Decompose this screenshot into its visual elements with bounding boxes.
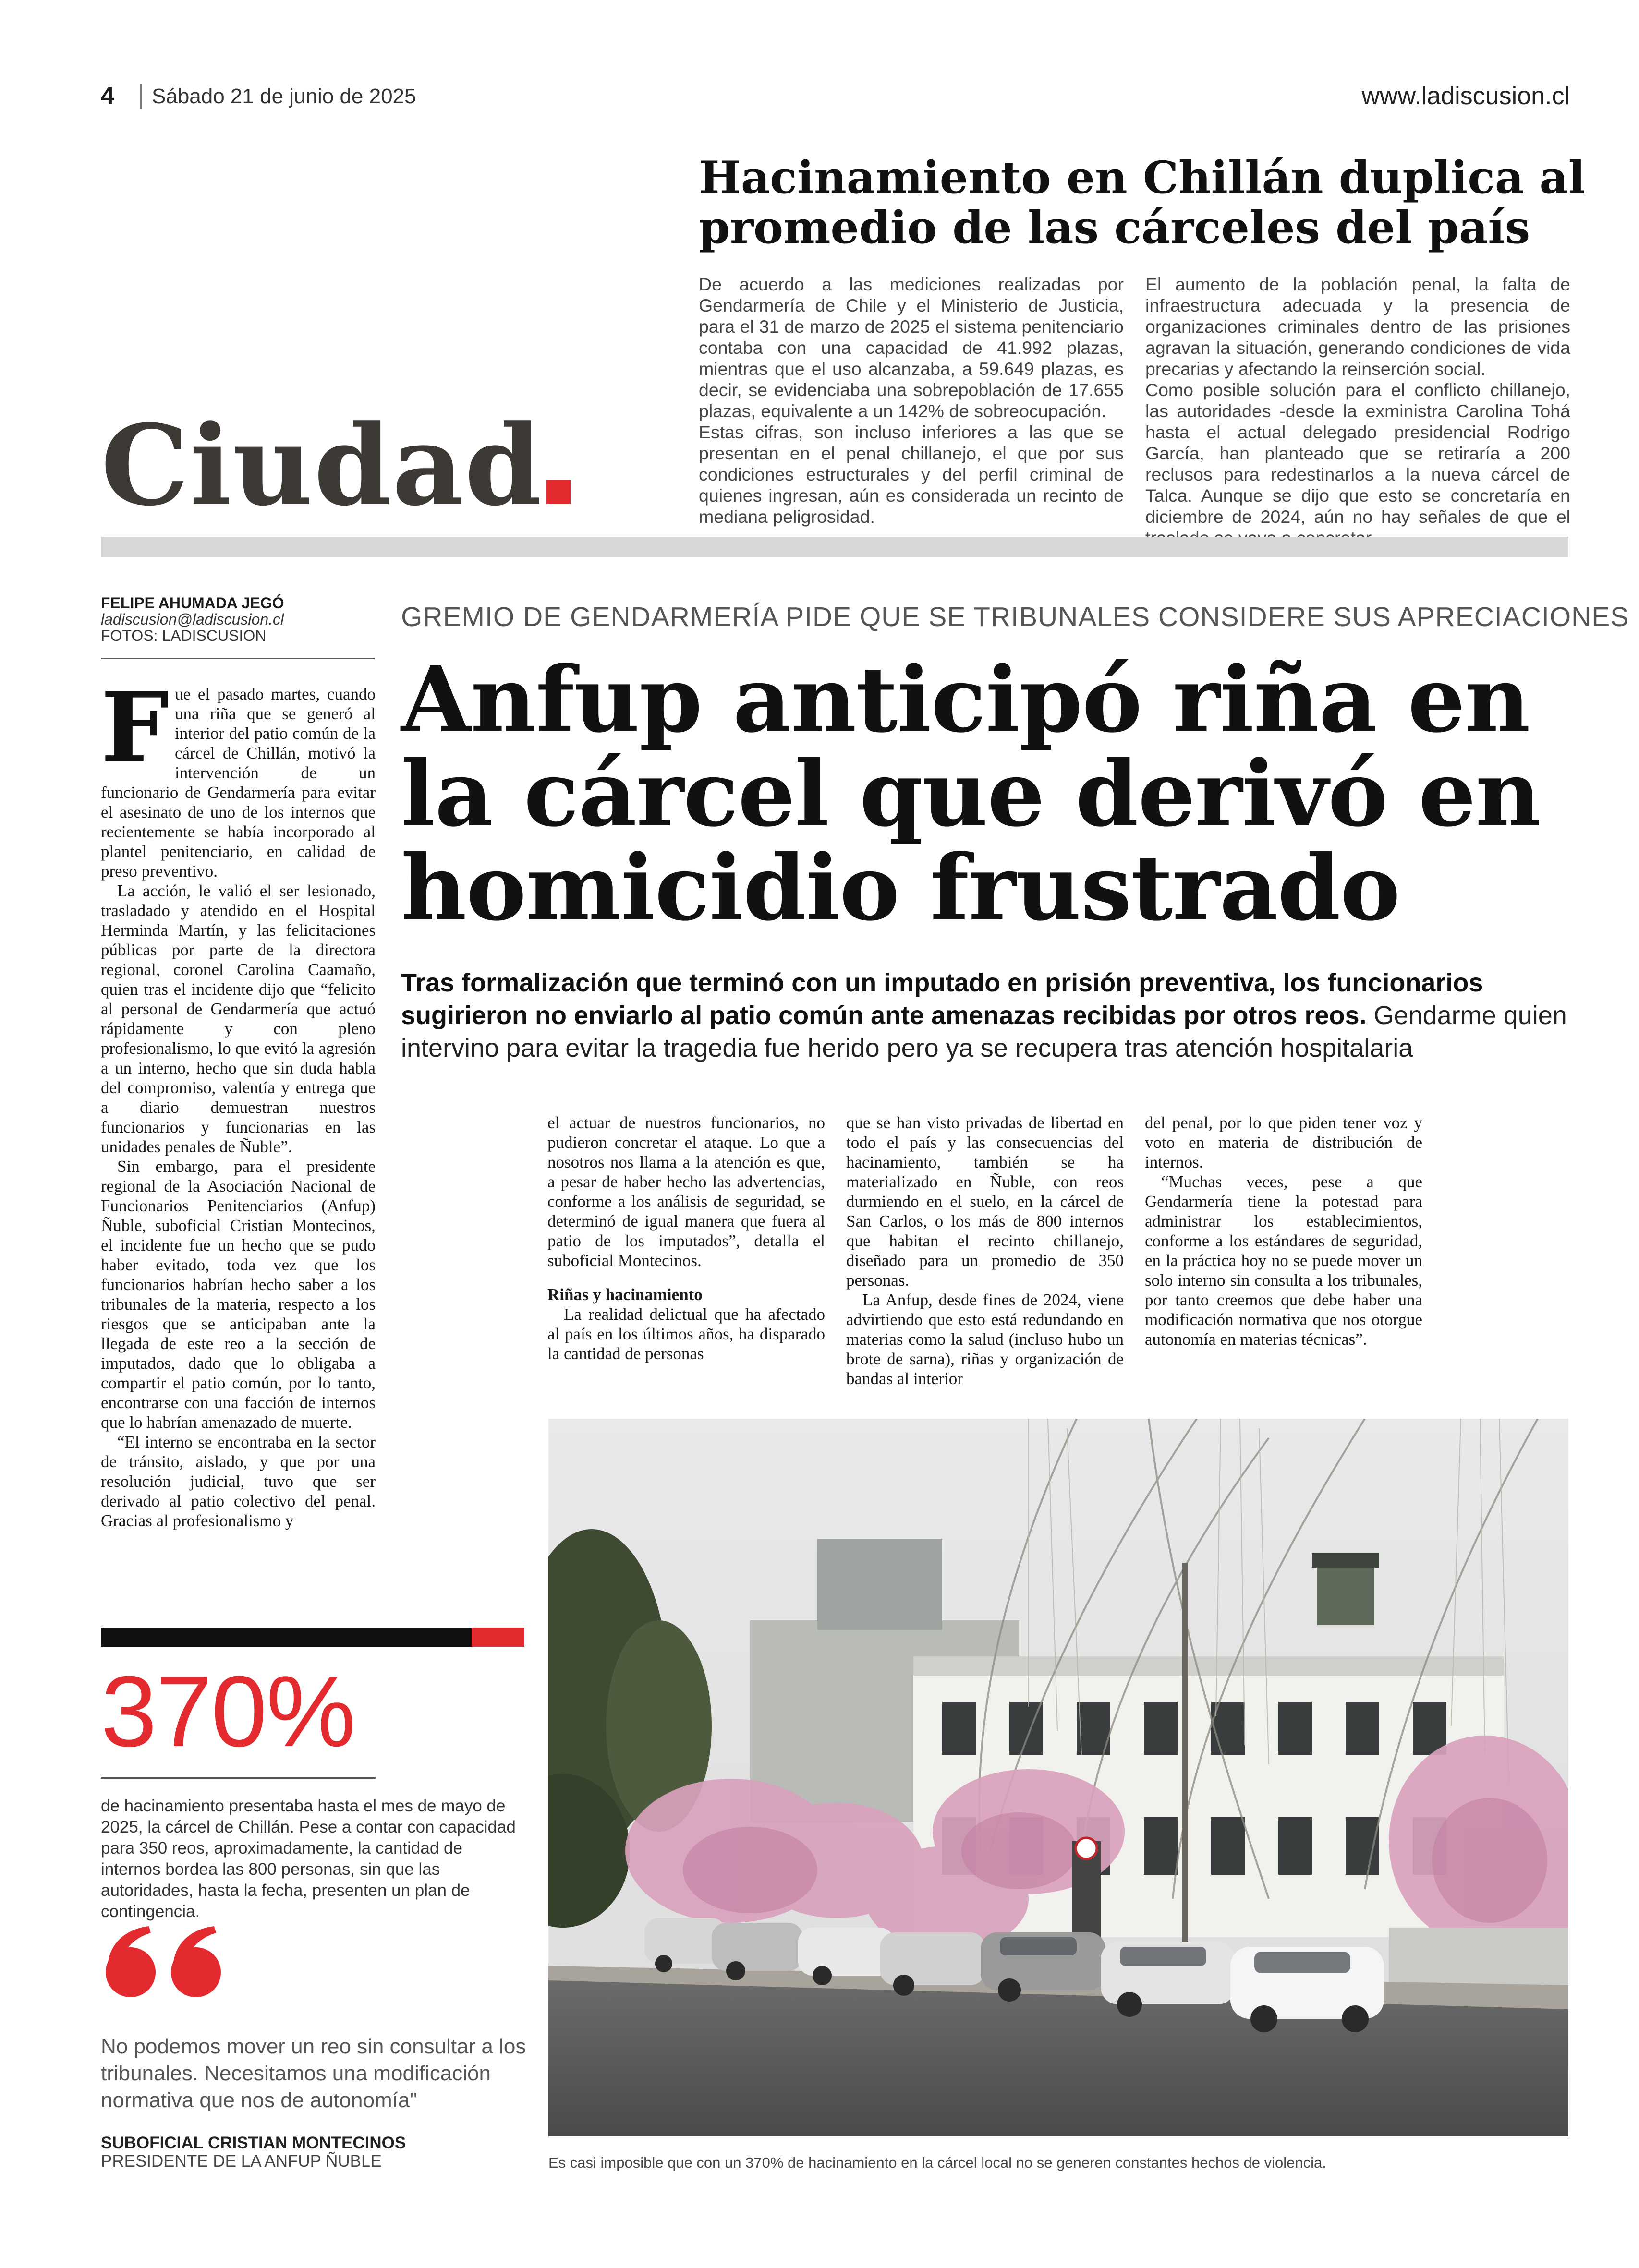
paragraph: el actuar de nuestros funcionarios, no pudieron concretar el ataque. Lo que a nosotros nos llama a la atención es que, a pesar de haber hecho las advertencias, conforme a los análisis de seguridad, se determinó de igual manera que fuera al patio de los imputados”, detalla el suboficial Montecinos.: [547, 1113, 825, 1270]
paragraph: La realidad delictual que ha afectado al país en los últimos años, ha disparado la cantidad de personas: [547, 1305, 825, 1363]
photo-caption: Es casi imposible que con un 370% de hacinamiento en la cárcel local no se generen constantes hechos de violencia.: [548, 2154, 1326, 2171]
paragraph: Estas cifras, son incluso inferiores a las que se presentan en el penal chillanejo, el que por sus condiciones estructurales y del perfil criminal de quienes ingresan, aún es considerada un recinto de mediana peligrosidad.: [699, 422, 1124, 527]
quote-attribution-name: SUBOFICIAL CRISTIAN MONTECINOS: [101, 2134, 406, 2152]
paragraph: La Anfup, desde fines de 2024, viene advirtiendo que esto está redundando en materias como la salud (incluso hubo un brote de sarna), riñas y organización de bandas al interior: [846, 1291, 1124, 1388]
section-name: Ciudad: [101, 401, 543, 531]
paragraph: Sin embargo, para el presidente regional de la Asociación Nacional de Funcionarios Penitenciarios (Anfup) Ñuble, suboficial Cristian Montecinos, el incidente fue un hecho que se pudo haber evitado, toda vez que los funcionarios habrían hecho saber a los tribunales de la materia, respecto a los riesgos que se anticipaban ante la llegada de este reo a la sección de imputados, dado que lo obligaba a compartir el patio común, por lo tanto, encontrarse con una facción de internos que lo habrían amenazado de muerte.: [101, 1157, 376, 1432]
article-photo: [548, 1419, 1568, 2136]
article-column-2: [547, 1113, 825, 1363]
sidebar-headline: Hacinamiento en Chillán duplica al promedio de las cárceles del país: [699, 151, 1586, 253]
article-column-3: [846, 1113, 1124, 1388]
section-label: [101, 401, 571, 531]
article-deck: [401, 966, 1578, 1064]
deck-bold: Tras formalización que terminó con un imputado en prisión preventiva, los funcionarios sugirieron no enviarlo al patio común ante amenazas recibidas por otros reos.: [401, 968, 1483, 1030]
header-separator: [140, 84, 142, 109]
pull-quote: No podemos mover un reo sin consultar a los tribunales. Necesitamos una modificación normativa que nos de autonomía": [101, 2035, 526, 2112]
page-number: 4: [101, 82, 114, 109]
paragraph: del penal, por lo que piden tener voz y voto en materia de distribución de internos.: [1145, 1113, 1422, 1171]
stat-bar-black: [101, 1628, 472, 1647]
article-column-4: [1145, 1113, 1422, 1349]
sidebar-column-2: [1145, 274, 1570, 548]
issue-date: Sábado 21 de junio de 2025: [152, 84, 416, 108]
quote-mark-icon: [101, 1925, 231, 1997]
paragraph: ue el pasado martes, cuando una riña que se generó al interior del patio común de la cárcel de Chillán, motivó la intervención de un funcionario de Gendarmería para evitar el asesinato de uno de los internos que recientemente se había incorporado al plantel penitenciario, en calidad de preso preventivo.: [101, 685, 376, 881]
section-dot: [546, 480, 571, 504]
quote-attribution-role: PRESIDENTE DE LA ANFUP ÑUBLE: [101, 2152, 382, 2171]
stat-value: 370%: [101, 1655, 355, 1768]
paragraph: “El interno se encontraba en la sector de tránsito, aislado, y que por una resolución judicial, tuvo que ser derivado al patio colectivo del penal. Gracias al profesionalismo y: [101, 1433, 376, 1530]
paragraph: La acción, le valió el ser lesionado, trasladado y atendido en el Hospital Herminda Martín, y las felicitaciones públicas por parte de la directora regional, coronel Carolina Caamaño, quien tras el incidente dijo que “felicito al personal de Gendarmería que actuó rápidamente y con pleno profesionalismo, lo que evitó la agresión a un interno, hecho que sin duda habla del compromiso, valentía y entrega que a diario demuestran nuestros funcionarios y funcionarias en las unidades penales de Ñuble”.: [101, 881, 376, 1156]
article-subhead: Riñas y hacinamiento: [547, 1285, 703, 1304]
article-column-1: [101, 671, 376, 1531]
deck-regular: Gendarme quien intervino para evitar la tragedia fue herido pero ya se recupera tras atención hospitalaria: [401, 1001, 1567, 1062]
sidebar-column-1: [699, 274, 1124, 527]
paragraph: Como posible solución para el conflicto chillanejo, las autoridades -desde la exministra Carolina Tohá hasta el actual delegado presidencial Rodrigo García, han planteado que se retiraría a 200 reclusos para redestinarlos a la nueva cárcel de Talca. Aunque se dijo que esto se concretaría en diciembre de 2024, aún no hay señales de que el: [1145, 380, 1570, 527]
website-link[interactable]: www.ladiscusion.cl: [1361, 82, 1570, 110]
prison-street-photo: [548, 1419, 1568, 2136]
paragraph: El aumento de la población penal, la falta de infraestructura adecuada y la presencia de organizaciones criminales dentro de las prisiones agravan la situación, generando condiciones de vida precarias y afectando la reinserción social.: [1145, 274, 1570, 379]
byline-email[interactable]: ladiscusion@ladiscusion.cl: [101, 611, 284, 628]
byline-photo-credit: FOTOS: LADISCUSION: [101, 627, 267, 644]
article-headline: Anfup anticipó riña en la cárcel que derivó en homicidio frustrado: [401, 647, 1541, 941]
byline-rule: [101, 658, 375, 659]
section-divider: [101, 537, 1568, 557]
byline-author: FELIPE AHUMADA JEGÓ: [101, 594, 284, 612]
paragraph: que se han visto privadas de libertad en todo el país y las consecuencias del hacinamiento, también se ha materializado en Ñuble, con reos durmiendo en el suelo, en la cárcel de San Carlos, o los más de 800 internos que habitan el recinto chillanejo, diseñado para un promedio de 350 personas.: [846, 1113, 1124, 1290]
stat-rule: [101, 1777, 376, 1779]
paragraph: De acuerdo a las mediciones realizadas por Gendarmería de Chile y el Ministerio de Justicia, para el 31 de marzo de 2025 el sistema penitenciario contaba con una capacidad de 41.992 plazas, mientras que el uso alcanzaba, a 59.649 plazas, es decir, se evidenciaba una sobrepoblación de 17.655 plazas, equivalente a un 142% de sobreocupación.: [699, 274, 1124, 421]
drop-cap: F: [101, 671, 169, 784]
stat-description: de hacinamiento presentaba hasta el mes de mayo de 2025, la cárcel de Chillán. Pese a contar con capacidad para 350 reos, aproximadamente, la cantidad de internos bordea las 800 personas, sin que las autoridades, hasta la fecha, presenten un plan de contingencia.: [101, 1797, 516, 1921]
article-kicker: GREMIO DE GENDARMERÍA PIDE QUE SE TRIBUNALES CONSIDERE SUS APRECIACIONES: [401, 602, 1629, 632]
stat-bar-red: [472, 1628, 524, 1647]
paragraph: “Muchas veces, pese a que Gendarmería tiene la potestad para administrar los establecimientos, conforme a los estándares de seguridad, en la práctica hoy no se puede mover un solo interno sin consulta a los tribunales, por tanto creemos que debe haber una modificación normativa que nos otorgue autonomía en materias técnicas”.: [1145, 1172, 1422, 1349]
